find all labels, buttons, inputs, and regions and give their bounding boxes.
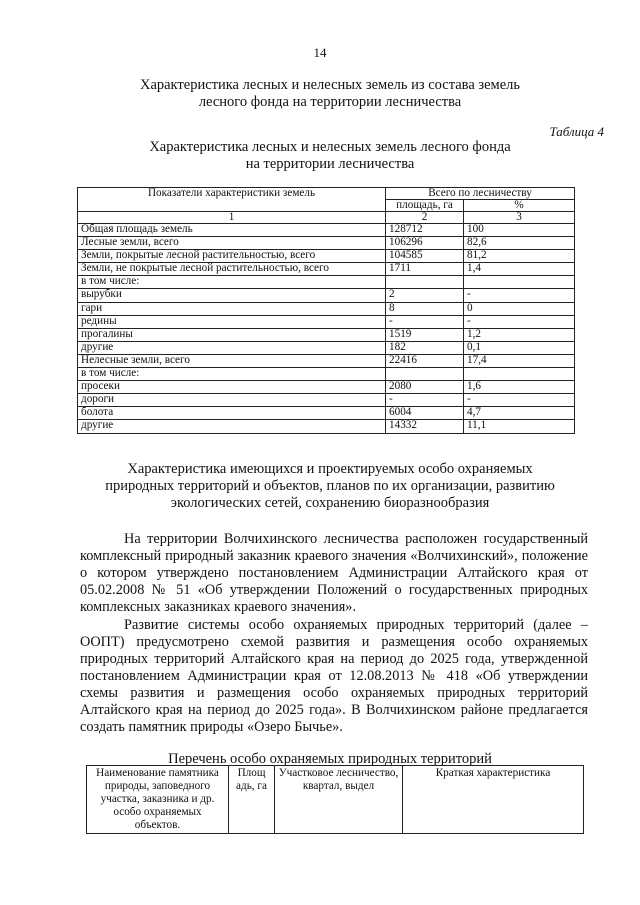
cell-label: просеки bbox=[78, 381, 386, 394]
cell-label: в том числе: bbox=[78, 276, 386, 289]
cell-label: гари bbox=[78, 302, 386, 315]
cell-label: Общая площадь земель bbox=[78, 224, 386, 237]
table-row bbox=[78, 276, 575, 289]
index-cell: 3 bbox=[464, 212, 575, 224]
cell-label: Земли, не покрытые лесной растительностью, всего bbox=[78, 263, 386, 276]
cell-area: 106296 bbox=[386, 237, 464, 250]
cell-label: Земли, покрытые лесной растительностью, всего bbox=[78, 250, 386, 263]
table-row bbox=[78, 263, 575, 276]
cell-area bbox=[386, 276, 464, 289]
table-row bbox=[78, 407, 575, 420]
cell-percent: 82,6 bbox=[464, 237, 575, 250]
cell-area: 1519 bbox=[386, 328, 464, 341]
land-characteristics-table bbox=[77, 187, 575, 434]
cell-area: 182 bbox=[386, 341, 464, 354]
table-row bbox=[78, 224, 575, 237]
oopt-list-table bbox=[86, 765, 584, 834]
cell-percent: 100 bbox=[464, 224, 575, 237]
cell-percent: 1,2 bbox=[464, 328, 575, 341]
cell-percent: - bbox=[464, 315, 575, 328]
cell-label: Лесные земли, всего bbox=[78, 237, 386, 250]
oopt-list-title: Перечень особо охраняемых природных территорий bbox=[168, 751, 492, 767]
cell-percent bbox=[464, 368, 575, 381]
section-title-line1: Характеристика лесных и нелесных земель из состава земель bbox=[139, 77, 521, 93]
cell-percent: 1,6 bbox=[464, 381, 575, 394]
cell-area: 8 bbox=[386, 302, 464, 315]
header-percent: % bbox=[464, 200, 575, 212]
table-row bbox=[78, 368, 575, 381]
cell-percent: 0 bbox=[464, 302, 575, 315]
table-row bbox=[78, 420, 575, 433]
cell-area: - bbox=[386, 315, 464, 328]
cell-label: вырубки bbox=[78, 289, 386, 302]
header-total: Всего по лесничеству bbox=[386, 188, 575, 200]
section-title-line2: лесного фонда на территории лесничества bbox=[198, 94, 462, 110]
oopt-heading-line1: Характеристика имеющихся и проектируемых особо охраняемых bbox=[127, 461, 533, 477]
cell-label: болота bbox=[78, 407, 386, 420]
paragraph-reserve: На территории Волчихинского лесничества расположен государственный комплексный природный заказник краевого значения «Волчихинский», положение о котором утверждено постановлением Администрации Алтайского края от 05.02.2008 № 51 «Об утверждении Положений о государственных природных комплексных заказниках краевого значения». bbox=[80, 531, 588, 615]
cell-percent: 11,1 bbox=[464, 420, 575, 433]
cell-area: 2 bbox=[386, 289, 464, 302]
cell-percent: 1,4 bbox=[464, 263, 575, 276]
cell-percent: 17,4 bbox=[464, 354, 575, 367]
cell-percent: - bbox=[464, 394, 575, 407]
cell-label: другие bbox=[78, 420, 386, 433]
table-row bbox=[78, 354, 575, 367]
table-row bbox=[78, 237, 575, 250]
cell-area: 128712 bbox=[386, 224, 464, 237]
table-title-line2: на территории лесничества bbox=[245, 156, 415, 172]
cell-area: - bbox=[386, 394, 464, 407]
cell-area: 104585 bbox=[386, 250, 464, 263]
cell-area: 14332 bbox=[386, 420, 464, 433]
table-title bbox=[80, 139, 580, 173]
cell-percent: 0,1 bbox=[464, 341, 575, 354]
oopt-header-name: Наименование памятника природы, заповедного участка, заказника и др. особо охраняемых объектов. bbox=[87, 766, 229, 834]
oopt-header-location: Участковое лесничество, квартал, выдел bbox=[275, 766, 403, 834]
cell-percent: 4,7 bbox=[464, 407, 575, 420]
table-row bbox=[78, 250, 575, 263]
cell-percent bbox=[464, 276, 575, 289]
cell-area bbox=[386, 368, 464, 381]
cell-area: 6004 bbox=[386, 407, 464, 420]
oopt-header-description: Краткая характеристика bbox=[403, 766, 584, 834]
cell-area: 2080 bbox=[386, 381, 464, 394]
table-row bbox=[78, 302, 575, 315]
cell-percent: 81,2 bbox=[464, 250, 575, 263]
oopt-heading-line3: экологических сетей, сохранению биоразнообразия bbox=[170, 495, 490, 511]
oopt-heading bbox=[60, 461, 600, 512]
cell-label: редины bbox=[78, 315, 386, 328]
cell-area: 1711 bbox=[386, 263, 464, 276]
table-number-label: Таблица 4 bbox=[549, 124, 604, 139]
oopt-heading-line2: природных территорий и объектов, планов по их организации, развитию bbox=[105, 478, 555, 494]
table-row bbox=[78, 289, 575, 302]
paragraph-development: Развитие системы особо охраняемых природных территорий (далее – ООПТ) предусмотрено схемой развития и размещения особо охраняемых природных территорий Алтайского края на период до 2025 года, утвержденной постановлением Администрации края от 12.08.2013 № 418 «Об утверждении схемы развития и размещения особо охраняемых природных территорий Алтайского края на период до 2025 года». В Волчихинском районе предлагается создать памятник природы «Озеро Бычье». bbox=[80, 617, 588, 735]
index-cell: 1 bbox=[78, 212, 386, 224]
header-indicator: Показатели характеристики земель bbox=[78, 188, 386, 212]
table-row bbox=[78, 394, 575, 407]
section-title bbox=[80, 77, 580, 111]
cell-area: 22416 bbox=[386, 354, 464, 367]
table-row bbox=[78, 315, 575, 328]
page-number: 14 bbox=[313, 45, 327, 60]
header-area: площадь, га bbox=[386, 200, 464, 212]
cell-label: другие bbox=[78, 341, 386, 354]
cell-label: в том числе: bbox=[78, 368, 386, 381]
cell-percent: - bbox=[464, 289, 575, 302]
table-row bbox=[78, 328, 575, 341]
table-row bbox=[78, 381, 575, 394]
table-title-line1: Характеристика лесных и нелесных земель лесного фонда bbox=[149, 139, 511, 155]
index-cell: 2 bbox=[386, 212, 464, 224]
cell-label: дороги bbox=[78, 394, 386, 407]
cell-label: Нелесные земли, всего bbox=[78, 354, 386, 367]
cell-label: прогалины bbox=[78, 328, 386, 341]
table-row bbox=[78, 341, 575, 354]
oopt-header-area: Площ адь, га bbox=[229, 766, 275, 834]
